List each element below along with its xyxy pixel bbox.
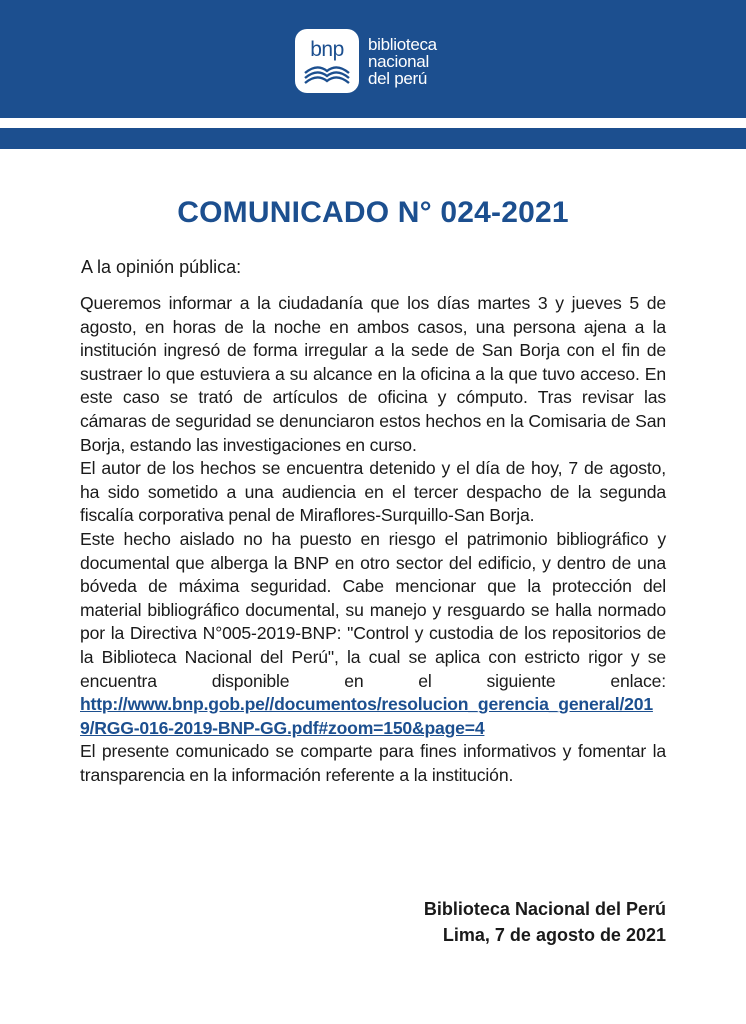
salutation: A la opinión pública: [81, 257, 242, 277]
header-bar [0, 0, 746, 118]
logo-name [368, 36, 437, 87]
bnp-logo [295, 29, 437, 93]
signature [424, 896, 666, 948]
paragraph-closing: El presente comunicado se comparte para fines informativos y fomentar la transparencia en la información referente a la institución. [80, 741, 666, 785]
logo-line-2: nacional [368, 51, 429, 71]
signature-date: Lima, 7 de agosto de 2021 [442, 925, 666, 945]
page-title: COMUNICADO N° 024-2021 [177, 196, 569, 229]
signature-institution: Biblioteca Nacional del Perú [423, 899, 666, 919]
paragraph-incident: Queremos informar a la ciudadanía que los días martes 3 y jueves 5 de agosto, en horas de la noche en ambos casos, una persona ajena a la institución ingresó de forma irregular a la sede de San Borja con el fin de sustraer lo que estuviera a su alcance en la oficina a la que tuvo acceso. En este caso se trató de artículos de oficina y cómputo. Tras revisar las cámaras de seguridad se denunciaron estos hechos en la Comisaria de San Borja, estando las investigaciones en curso. [80, 293, 666, 455]
directive-link[interactable]: http://www.bnp.gob.pe//documentos/resolucion_gerencia_general/2019/RGG-016-2019-BNP-GG.pdf#zoom=150&page=4 [80, 694, 653, 738]
document-body [80, 284, 666, 787]
logo-mark [295, 29, 359, 93]
logo-abbr: bnp [310, 38, 344, 61]
logo-line-1: biblioteca [368, 34, 437, 54]
header-divider [0, 118, 746, 128]
header-band [0, 128, 746, 149]
book-wave-icon [295, 29, 359, 93]
paragraph-detention: El autor de los hechos se encuentra detenido y el día de hoy, 7 de agosto, ha sido sometido a una audiencia en el tercer despacho de la segunda fiscalía corporativa penal de Miraflores-Surquillo-San Borja. [80, 458, 666, 526]
logo-line-3: del perú [368, 68, 428, 88]
paragraph-heritage: Este hecho aislado no ha puesto en riesgo el patrimonio bibliográfico y documental que alberga la BNP en otro sector del edificio, y dentro de una bóveda de máxima seguridad. Cabe mencionar que la protección del material bibliográfico documental, su manejo y resguardo se halla normado por la Directiva N°005-2019-BNP: "Control y custodia de los repositorios de la Biblioteca Nacional del Perú", la cual se aplica con estricto rigor y se encuentra disponible en el siguiente enlace: [80, 528, 666, 691]
